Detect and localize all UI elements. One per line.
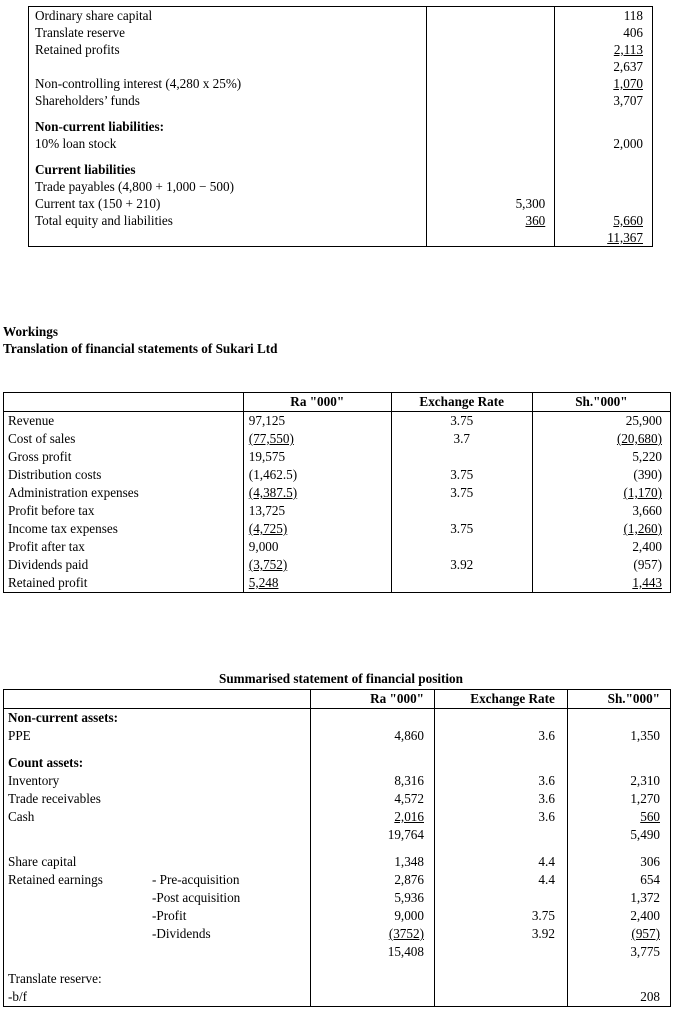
table-row xyxy=(29,212,653,229)
row-value-rate xyxy=(434,745,567,754)
row-value-ra xyxy=(243,502,391,520)
row-value-ra xyxy=(243,538,391,556)
row-value-right xyxy=(555,118,653,135)
row-value-sh xyxy=(567,727,670,745)
table-row xyxy=(4,556,671,574)
row-label: Profit before tax xyxy=(8,503,95,518)
value-text: 2,000 xyxy=(613,136,643,151)
value-text: 1,443 xyxy=(632,575,662,590)
row-value-ra xyxy=(243,574,391,593)
row-value-right xyxy=(555,135,653,152)
row-value-sh xyxy=(532,430,670,448)
row-value-ra xyxy=(243,466,391,484)
value-text: 1,070 xyxy=(613,76,643,91)
row-label: Non-controlling interest (4,280 x 25%) xyxy=(35,76,242,91)
row-value-rate xyxy=(434,754,567,772)
row-value-ra xyxy=(310,961,434,970)
table-row xyxy=(4,871,671,889)
table-row xyxy=(4,430,671,448)
row-value-mid xyxy=(427,152,555,161)
table-row xyxy=(4,853,671,871)
value-text: 5,248 xyxy=(248,575,279,590)
row-label: -b/f xyxy=(8,989,28,1004)
col-header-item-sub xyxy=(148,690,310,709)
value-text: 306 xyxy=(640,854,660,869)
row-label: Translate reserve xyxy=(35,25,125,40)
row-value-sh xyxy=(567,988,670,1007)
row-value-mid xyxy=(427,24,555,41)
value-text: 3,775 xyxy=(630,944,660,959)
row-label: Profit after tax xyxy=(8,539,85,554)
row-sublabel: - Pre-acquisition xyxy=(151,872,240,887)
row-value-ra xyxy=(243,448,391,466)
row-label xyxy=(4,943,148,961)
row-label: Cash xyxy=(8,809,35,824)
value-text: 2,016 xyxy=(394,809,424,824)
value-text: (1,462.5) xyxy=(248,467,298,482)
row-label: Dividends paid xyxy=(8,557,89,572)
value-text: 118 xyxy=(623,8,643,23)
row-label: Inventory xyxy=(8,773,60,788)
row-label xyxy=(4,745,148,754)
row-value-sh xyxy=(567,970,670,988)
row-label xyxy=(4,925,148,943)
value-text: 5,300 xyxy=(515,196,546,211)
row-sublabel xyxy=(148,943,310,961)
row-value-rate: 4.4 xyxy=(434,853,567,871)
table-row xyxy=(4,808,671,826)
table-row xyxy=(29,41,653,58)
row-value-sh xyxy=(567,925,670,943)
row-value-rate xyxy=(391,538,532,556)
row-sublabel xyxy=(148,727,310,745)
table-row xyxy=(4,826,671,844)
row-value-ra xyxy=(243,430,391,448)
row-value-mid xyxy=(427,41,555,58)
row-label: Current liabilities xyxy=(35,162,136,177)
row-sublabel: -Dividends xyxy=(151,926,211,941)
row-value-ra xyxy=(310,826,434,844)
row-value-sh xyxy=(567,943,670,961)
row-value-sh xyxy=(567,889,670,907)
row-label xyxy=(4,826,148,844)
workings-subheading: Translation of financial statements of Sukari Ltd xyxy=(3,341,278,356)
table-row xyxy=(29,161,653,178)
row-sublabel xyxy=(148,754,310,772)
row-value-ra xyxy=(310,853,434,871)
translation-table xyxy=(3,392,671,593)
row-value-rate xyxy=(391,574,532,593)
row-value-rate: 3.6 xyxy=(434,727,567,745)
value-text: 2,876 xyxy=(394,872,424,887)
row-sublabel: -Post acquisition xyxy=(151,890,241,905)
row-value-rate: 4.4 xyxy=(434,871,567,889)
row-value-mid xyxy=(427,75,555,92)
row-label: Trade receivables xyxy=(8,791,101,806)
row-label: 10% loan stock xyxy=(35,136,117,151)
equity-liabilities-table-wrapper xyxy=(28,6,653,247)
value-text: 15,408 xyxy=(387,944,424,959)
row-value-ra xyxy=(243,484,391,502)
row-value-mid xyxy=(427,212,555,229)
row-value-ra xyxy=(310,988,434,1007)
row-value-ra xyxy=(310,871,434,889)
row-value-sh xyxy=(532,574,670,593)
translation-table-wrapper xyxy=(3,392,671,593)
value-text: 5,936 xyxy=(394,890,424,905)
row-value-right xyxy=(555,109,653,118)
row-value-rate xyxy=(434,943,567,961)
value-text: (4,725) xyxy=(248,521,288,536)
table-row xyxy=(4,754,671,772)
row-value-mid xyxy=(427,58,555,75)
value-text: 9,000 xyxy=(394,908,424,923)
row-label xyxy=(29,58,427,75)
row-value-mid xyxy=(427,7,555,25)
value-text: (3752) xyxy=(388,926,424,941)
row-label xyxy=(4,844,148,853)
table-row xyxy=(4,961,671,970)
row-label: Distribution costs xyxy=(8,467,102,482)
row-value-mid xyxy=(427,92,555,109)
row-value-mid xyxy=(427,118,555,135)
value-text: (957) xyxy=(631,926,660,941)
row-value-ra xyxy=(243,412,391,431)
value-text: 560 xyxy=(640,809,660,824)
sfp-title: Summarised statement of financial position xyxy=(219,671,463,686)
row-label: Ordinary share capital xyxy=(35,8,153,23)
row-label: Gross profit xyxy=(8,449,72,464)
table-row xyxy=(4,844,671,853)
row-value-sh xyxy=(567,808,670,826)
row-value-ra xyxy=(310,808,434,826)
row-value-ra xyxy=(310,943,434,961)
row-value-sh xyxy=(532,448,670,466)
value-text: 13,725 xyxy=(248,503,286,518)
sfp-table-wrapper xyxy=(3,689,671,1007)
row-value-right xyxy=(555,229,653,247)
table-row xyxy=(29,58,653,75)
table-row xyxy=(4,412,671,431)
row-value-sh xyxy=(532,502,670,520)
row-value-rate xyxy=(434,970,567,988)
col-header-sh: Sh."000" xyxy=(532,393,670,412)
table-row xyxy=(29,178,653,195)
row-label: Translate reserve: xyxy=(8,971,102,986)
row-sublabel xyxy=(148,745,310,754)
table-row xyxy=(29,152,653,161)
table-row xyxy=(4,448,671,466)
value-text: 19,764 xyxy=(387,827,424,842)
value-text: (77,550) xyxy=(248,431,294,446)
row-value-ra xyxy=(310,772,434,790)
row-value-rate: 3.92 xyxy=(434,925,567,943)
row-label: Retained profits xyxy=(35,42,120,57)
row-value-rate: 3.6 xyxy=(434,790,567,808)
value-text: 1,348 xyxy=(394,854,424,869)
row-sublabel xyxy=(148,772,310,790)
row-value-rate xyxy=(434,961,567,970)
row-label: Share capital xyxy=(8,854,77,869)
col-header-item xyxy=(4,690,148,709)
value-text: 4,860 xyxy=(394,728,424,743)
row-label xyxy=(29,229,427,247)
row-sublabel xyxy=(148,970,310,988)
row-value-sh xyxy=(567,790,670,808)
table-row xyxy=(4,907,671,925)
value-text: 5,490 xyxy=(630,827,660,842)
row-label: Current tax (150 + 210) xyxy=(35,196,161,211)
row-value-sh xyxy=(567,871,670,889)
value-text: 2,310 xyxy=(630,773,660,788)
value-text: 5,220 xyxy=(632,449,662,464)
row-value-ra xyxy=(310,709,434,728)
row-label xyxy=(4,889,148,907)
row-value-ra xyxy=(310,727,434,745)
row-value-sh xyxy=(567,754,670,772)
value-text: 3,660 xyxy=(632,503,662,518)
value-text: (957) xyxy=(633,557,662,572)
row-value-ra xyxy=(310,844,434,853)
table-row xyxy=(29,195,653,212)
table-row xyxy=(29,118,653,135)
table-row xyxy=(29,24,653,41)
row-label: Cost of sales xyxy=(8,431,76,446)
row-value-sh xyxy=(532,556,670,574)
row-value-sh xyxy=(532,466,670,484)
value-text: 11,367 xyxy=(607,230,643,245)
row-label: Revenue xyxy=(8,413,55,428)
row-value-rate xyxy=(391,448,532,466)
row-label xyxy=(4,961,148,970)
row-value-mid xyxy=(427,161,555,178)
workings-heading: Workings xyxy=(3,324,58,339)
table-row xyxy=(4,538,671,556)
row-value-sh xyxy=(567,826,670,844)
value-text: 3,707 xyxy=(613,93,643,108)
table-row xyxy=(4,925,671,943)
row-value-ra xyxy=(310,745,434,754)
row-sublabel xyxy=(148,808,310,826)
table-row xyxy=(4,970,671,988)
row-label: PPE xyxy=(8,728,31,743)
row-value-right xyxy=(555,41,653,58)
row-value-ra xyxy=(310,889,434,907)
row-value-sh xyxy=(567,844,670,853)
row-value-mid xyxy=(427,109,555,118)
row-value-rate: 3.75 xyxy=(391,484,532,502)
row-label: Count assets: xyxy=(8,755,84,770)
table-row xyxy=(4,772,671,790)
row-value-rate: 3.75 xyxy=(391,412,532,431)
row-value-rate xyxy=(434,889,567,907)
table-row xyxy=(29,109,653,118)
row-value-ra xyxy=(310,790,434,808)
row-sublabel: -Profit xyxy=(151,908,187,923)
row-label: Non-current assets: xyxy=(8,710,119,725)
value-text: 406 xyxy=(623,25,643,40)
table-row xyxy=(4,727,671,745)
workings-heading-block xyxy=(3,323,278,357)
value-text: 4,572 xyxy=(394,791,424,806)
value-text: (4,387.5) xyxy=(248,485,298,500)
table-row xyxy=(4,574,671,593)
row-value-ra xyxy=(310,754,434,772)
row-value-right xyxy=(555,212,653,229)
value-text: 1,270 xyxy=(630,791,660,806)
row-value-sh xyxy=(567,745,670,754)
row-value-ra xyxy=(243,556,391,574)
value-text: 2,400 xyxy=(630,908,660,923)
table-row xyxy=(4,466,671,484)
row-value-rate xyxy=(434,988,567,1007)
col-header-rate: Exchange Rate xyxy=(391,393,532,412)
row-label xyxy=(29,152,427,161)
table-row xyxy=(4,943,671,961)
value-text: 25,900 xyxy=(625,413,662,428)
col-header-ra: Ra "000" xyxy=(243,393,391,412)
row-value-rate xyxy=(391,502,532,520)
row-value-sh xyxy=(532,412,670,431)
value-text: 1,350 xyxy=(630,728,660,743)
row-value-rate: 3.6 xyxy=(434,808,567,826)
table-row xyxy=(4,889,671,907)
value-text: (1,260) xyxy=(623,521,662,536)
row-sublabel xyxy=(148,790,310,808)
row-label xyxy=(29,109,427,118)
row-value-right xyxy=(555,178,653,195)
table-header-row xyxy=(4,393,671,412)
equity-liabilities-table xyxy=(28,6,653,247)
value-text: 208 xyxy=(640,989,660,1004)
row-value-rate: 3.92 xyxy=(391,556,532,574)
row-value-sh xyxy=(567,772,670,790)
value-text: 360 xyxy=(525,213,546,228)
table-row xyxy=(4,790,671,808)
row-value-ra xyxy=(310,907,434,925)
row-value-right xyxy=(555,7,653,25)
row-value-right xyxy=(555,152,653,161)
value-text: (390) xyxy=(633,467,662,482)
row-value-right xyxy=(555,92,653,109)
row-value-rate xyxy=(434,844,567,853)
row-value-rate: 3.75 xyxy=(391,466,532,484)
row-value-sh xyxy=(567,961,670,970)
row-value-right xyxy=(555,75,653,92)
row-value-mid xyxy=(427,135,555,152)
row-value-sh xyxy=(567,907,670,925)
row-value-sh xyxy=(532,538,670,556)
row-value-right xyxy=(555,58,653,75)
row-value-rate xyxy=(434,709,567,728)
row-value-sh xyxy=(567,709,670,728)
row-sublabel xyxy=(148,988,310,1007)
row-value-rate: 3.75 xyxy=(434,907,567,925)
value-text: 19,575 xyxy=(248,449,286,464)
col-header-item xyxy=(4,393,244,412)
row-label: Retained profit xyxy=(8,575,88,590)
row-value-mid xyxy=(427,178,555,195)
value-text: 1,372 xyxy=(630,890,660,905)
table-row xyxy=(4,988,671,1007)
value-text: 2,400 xyxy=(632,539,662,554)
row-value-ra xyxy=(310,925,434,943)
col-header-rate: Exchange Rate xyxy=(434,690,567,709)
row-label: Trade payables (4,800 + 1,000 − 500) xyxy=(35,179,234,194)
value-text: (3,752) xyxy=(248,557,288,572)
col-header-sh: Sh."000" xyxy=(567,690,670,709)
row-label: Shareholders’ funds xyxy=(35,93,140,108)
row-value-mid xyxy=(427,195,555,212)
table-row xyxy=(4,709,671,728)
row-sublabel xyxy=(148,961,310,970)
row-value-right xyxy=(555,161,653,178)
sfp-table xyxy=(3,689,671,1007)
value-text: (1,170) xyxy=(623,485,662,500)
row-value-ra xyxy=(310,970,434,988)
row-sublabel xyxy=(148,853,310,871)
row-value-ra xyxy=(243,520,391,538)
row-value-sh xyxy=(532,520,670,538)
table-header-row xyxy=(4,690,671,709)
col-header-ra: Ra "000" xyxy=(310,690,434,709)
row-label: Non-current liabilities: xyxy=(35,119,165,134)
row-value-rate: 3.6 xyxy=(434,772,567,790)
table-row xyxy=(29,229,653,247)
table-row xyxy=(4,484,671,502)
value-text: 9,000 xyxy=(248,539,279,554)
row-value-sh xyxy=(532,484,670,502)
table-row xyxy=(29,92,653,109)
table-row xyxy=(4,502,671,520)
table-row xyxy=(29,7,653,25)
value-text: 5,660 xyxy=(613,213,643,228)
row-label: Total equity and liabilities xyxy=(35,213,173,228)
row-label xyxy=(4,907,148,925)
value-text: 654 xyxy=(640,872,660,887)
row-value-rate xyxy=(434,826,567,844)
row-value-rate: 3.75 xyxy=(391,520,532,538)
table-row xyxy=(4,745,671,754)
row-sublabel xyxy=(148,844,310,853)
value-text: 97,125 xyxy=(248,413,286,428)
value-text: 2,113 xyxy=(613,42,643,57)
table-row xyxy=(29,75,653,92)
row-label: Income tax expenses xyxy=(8,521,118,536)
value-text: 2,637 xyxy=(613,59,643,74)
row-label: Administration expenses xyxy=(8,485,139,500)
value-text: 8,316 xyxy=(394,773,424,788)
row-label: Retained earnings xyxy=(8,872,103,887)
row-sublabel xyxy=(148,709,310,728)
row-sublabel xyxy=(148,826,310,844)
row-value-sh xyxy=(567,853,670,871)
value-text: (20,680) xyxy=(616,431,662,446)
row-value-right xyxy=(555,195,653,212)
row-value-rate: 3.7 xyxy=(391,430,532,448)
table-row xyxy=(4,520,671,538)
table-row xyxy=(29,135,653,152)
row-value-mid xyxy=(427,229,555,247)
row-value-right xyxy=(555,24,653,41)
